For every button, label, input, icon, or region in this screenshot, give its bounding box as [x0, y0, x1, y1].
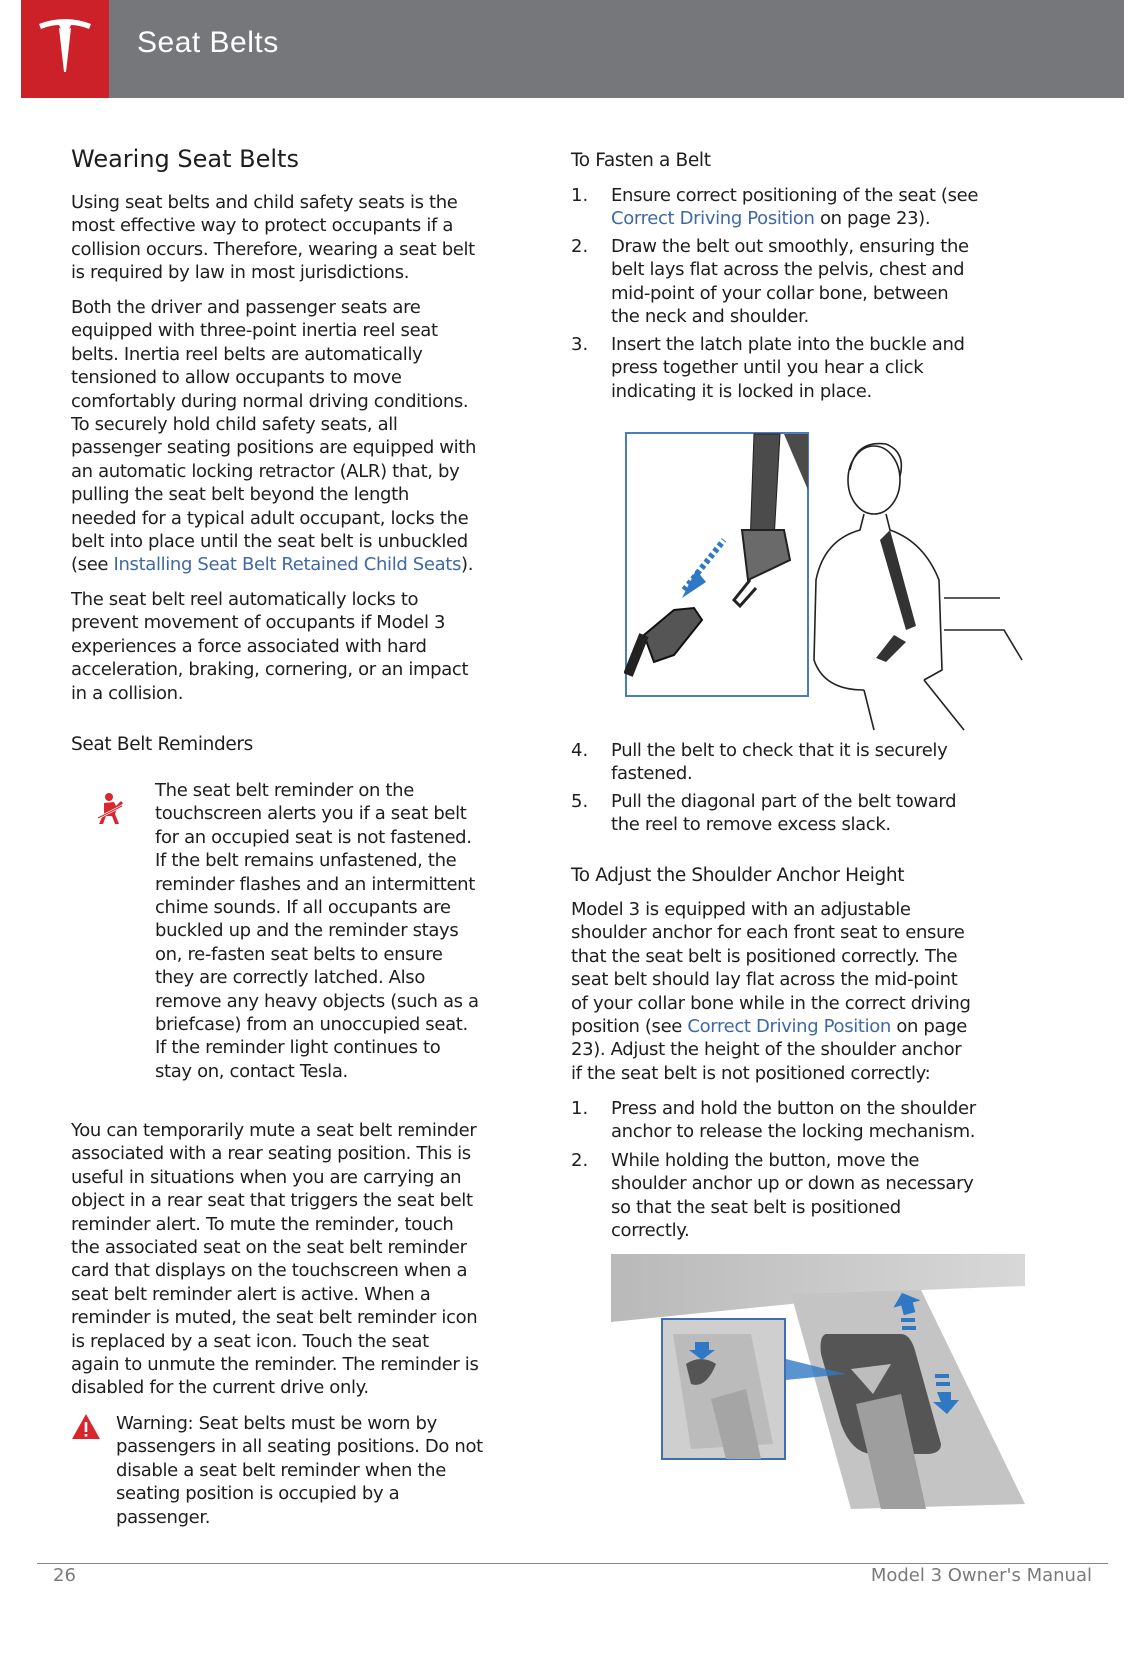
- paragraph: [571, 898, 971, 1085]
- subheading: To Fasten a Belt: [571, 150, 711, 171]
- step-number: 2.: [571, 236, 589, 257]
- page-number: 26: [53, 1565, 76, 1586]
- paragraph: Using seat belts and child safety seats is the most effective way to protect occupants if a collision occurs. Therefore, wearing a seat belt is required by law in most jurisdictions.: [71, 192, 475, 284]
- text: Both the driver and passenger seats are equipped with three-point inertia reel seat belts. Inertia reel belts are automatically tensioned to allow occupants to move comfortably during normal driving conditions. To securely hold child safety seats, all passenger seating positions are equipped with an automatic locking retractor (ALR) that, by pulling the seat belt beyond the length needed for a typical adult occupant, locks the belt into place until the seat belt is unbuckled (see: [71, 297, 477, 576]
- paragraph: You can temporarily mute a seat belt reminder associated with a rear seating position. This is useful in situations when you are carrying an object in a rear seat that triggers the seat belt reminder alert. To mute the reminder, touch the associated seat on the seat belt reminder card that displays on the touchscreen when a seat belt reminder alert is active. When a reminder is muted, the seat belt reminder icon is replaced by a seat icon. Touch the seat again to unmute the reminder. The reminder is disabled for the current drive only.: [71, 1120, 479, 1399]
- seat-belt-reminder-icon: [94, 792, 126, 826]
- step-text: [611, 184, 978, 231]
- tesla-logo-icon: [21, 0, 109, 98]
- warning-text: [116, 1412, 483, 1529]
- subheading: To Adjust the Shoulder Anchor Height: [571, 865, 905, 886]
- step-number: 1.: [571, 185, 589, 206]
- step-number: 2.: [571, 1150, 589, 1171]
- text: Seat belts must be worn by passengers in all seating positions. Do not disable a seat belt reminder when the seating position is occupied by a passenger.: [116, 1413, 483, 1528]
- step-number: 1.: [571, 1098, 589, 1119]
- text: ).: [461, 554, 474, 576]
- reminder-description: The seat belt reminder on the touchscreen alerts you if a seat belt for an occupied seat is not fastened. If the belt remains unfastened, the reminder flashes and an intermittent chime sounds. If all occupants are buckled up and the reminder stays on, re-fasten seat belts to ensure they are correctly latched. Also remove any heavy objects (such as a briefcase) from an unoccupied seat. If the reminder light continues to stay on, contact Tesla.: [155, 780, 479, 1082]
- text: on page 23). Adjust the height of the shoulder anchor if the seat belt is not positioned correctly:: [571, 1016, 967, 1084]
- correct-driving-position-link[interactable]: Correct Driving Position: [687, 1016, 891, 1038]
- step-number: 3.: [571, 334, 589, 355]
- warning-icon: [71, 1413, 101, 1440]
- correct-driving-position-link[interactable]: Correct Driving Position: [611, 208, 815, 230]
- step-text: Pull the diagonal part of the belt toward the reel to remove excess slack.: [611, 791, 957, 836]
- section-heading: Wearing Seat Belts: [71, 145, 299, 173]
- step-number: 4.: [571, 740, 589, 761]
- fasten-belt-illustration: [624, 430, 1026, 732]
- paragraph: The seat belt reel automatically locks to prevent movement of occupants if Model 3 experiences a force associated with hard acceleration, braking, cornering, or an impact in a collision.: [71, 589, 469, 704]
- warning-label: Warning:: [116, 1413, 194, 1434]
- step-text: Insert the latch plate into the buckle and press together until you hear a click indicating it is locked in place.: [611, 334, 965, 402]
- shoulder-anchor-illustration: [611, 1254, 1025, 1509]
- step-number: 5.: [571, 791, 589, 812]
- subheading: Seat Belt Reminders: [71, 734, 253, 755]
- header-logo-block: [21, 0, 109, 98]
- text: Ensure correct positioning of the seat (see: [611, 185, 979, 206]
- manual-title: Model 3 Owner's Manual: [870, 1565, 1092, 1586]
- step-text: Pull the belt to check that it is securely fastened.: [611, 740, 948, 785]
- step-text: While holding the button, move the shoulder anchor up or down as necessary so that the seat belt is positioned correctly.: [611, 1150, 974, 1242]
- step-text: Draw the belt out smoothly, ensuring the belt lays flat across the pelvis, chest and mid-point of your collar bone, between the neck and shoulder.: [611, 236, 969, 328]
- page-title: Seat Belts: [137, 26, 279, 59]
- text: on page 23).: [814, 208, 931, 230]
- text: Model 3 is equipped with an adjustable shoulder anchor for each front seat to ensure that the seat belt is positioned correctly. The seat belt should lay flat across the mid-point of your collar bone while in the correct driving position (see: [571, 899, 971, 1038]
- paragraph: [71, 296, 476, 577]
- installing-child-seats-link[interactable]: Installing Seat Belt Retained Child Seats: [113, 554, 462, 576]
- step-text: Press and hold the button on the shoulder anchor to release the locking mechanism.: [611, 1098, 976, 1143]
